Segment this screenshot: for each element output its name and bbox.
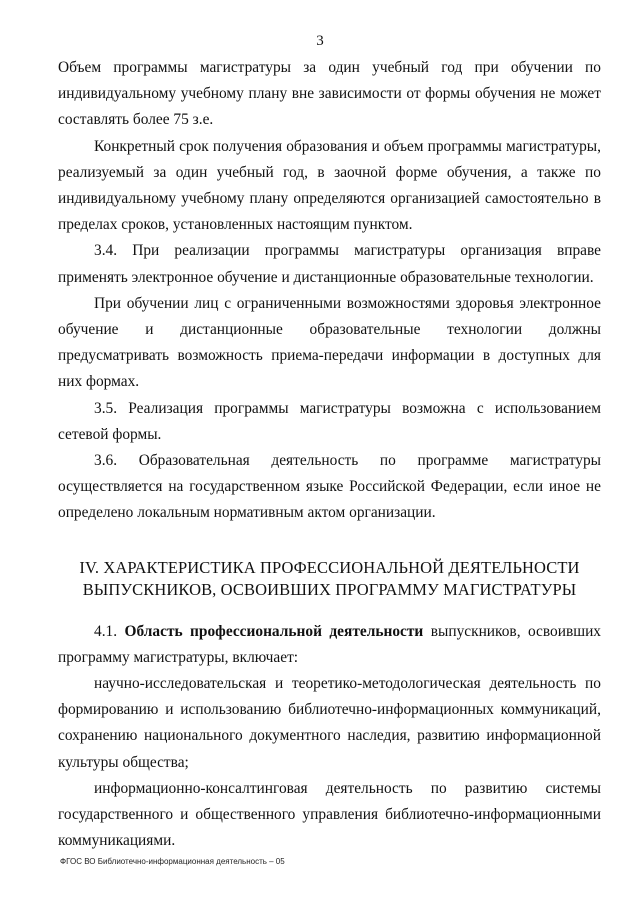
section-heading-line-1: IV. ХАРАКТЕРИСТИКА ПРОФЕССИОНАЛЬНОЙ ДЕЯТЕЛЬНОСТИ	[79, 557, 580, 577]
paragraph-3-5: 3.5. Реализация программы магистратуры возможна с использованием сетевой формы.	[58, 399, 601, 443]
section-heading-line-2: ВЫПУСКНИКОВ, ОСВОИВШИХ ПРОГРАММУ МАГИСТРАТУРЫ	[82, 579, 577, 599]
paragraph-disabilities: При обучении лиц с ограниченными возможностями здоровья электронное обучение и дистанционные образовательные технологии должны предусматривать возможность приема-передачи информации в доступных для них формах.	[58, 294, 601, 391]
list-item-research: научно-исследовательская и теоретико-методологическая деятельность по формированию и использованию библиотечно-информационных коммуникаций, сохранению национального документного наследия, развитию информационной культуры общества;	[58, 675, 601, 771]
paragraph-study-period: Конкретный срок получения образования и объем программы магистратуры, реализуемый за один учебный год, в заочной форме обучения, а также по индивидуальному учебному плану определяются организацией самостоятельно в пределах сроков, установленных настоящим пунктом.	[58, 137, 601, 234]
section-heading	[58, 557, 601, 601]
paragraph-3-4: 3.4. При реализации программы магистратуры организация вправе применять электронное обучение и дистанционные образовательные технологии.	[58, 242, 601, 286]
paragraph-study-volume: Объем программы магистратуры за один учебный год при обучении по индивидуальному учебному плану вне зависимости от формы обучения не может составлять более 75 з.е.	[58, 59, 601, 129]
paragraph-4-1	[58, 619, 601, 671]
clause-number: 4.1.	[94, 622, 125, 640]
page-number: 3	[316, 33, 324, 49]
footer-document-code: ФГОС ВО Библиотечно-информационная деятельность – 05	[60, 857, 285, 866]
paragraph-3-6: 3.6. Образовательная деятельность по программе магистратуры осуществляется на государственном языке Российской Федерации, если иное не определено локальным нормативным актом организации.	[58, 452, 601, 522]
bold-term: Область профессиональной деятельности	[124, 622, 424, 640]
document-body	[58, 55, 601, 854]
clause-rest: выпускников, освоивших программу магистратуры, включает:	[58, 622, 602, 666]
list-item-consulting: информационно-консалтинговая деятельность по развитию системы государственного и общественного управления библиотечно-информационными коммуникациями.	[58, 779, 601, 850]
